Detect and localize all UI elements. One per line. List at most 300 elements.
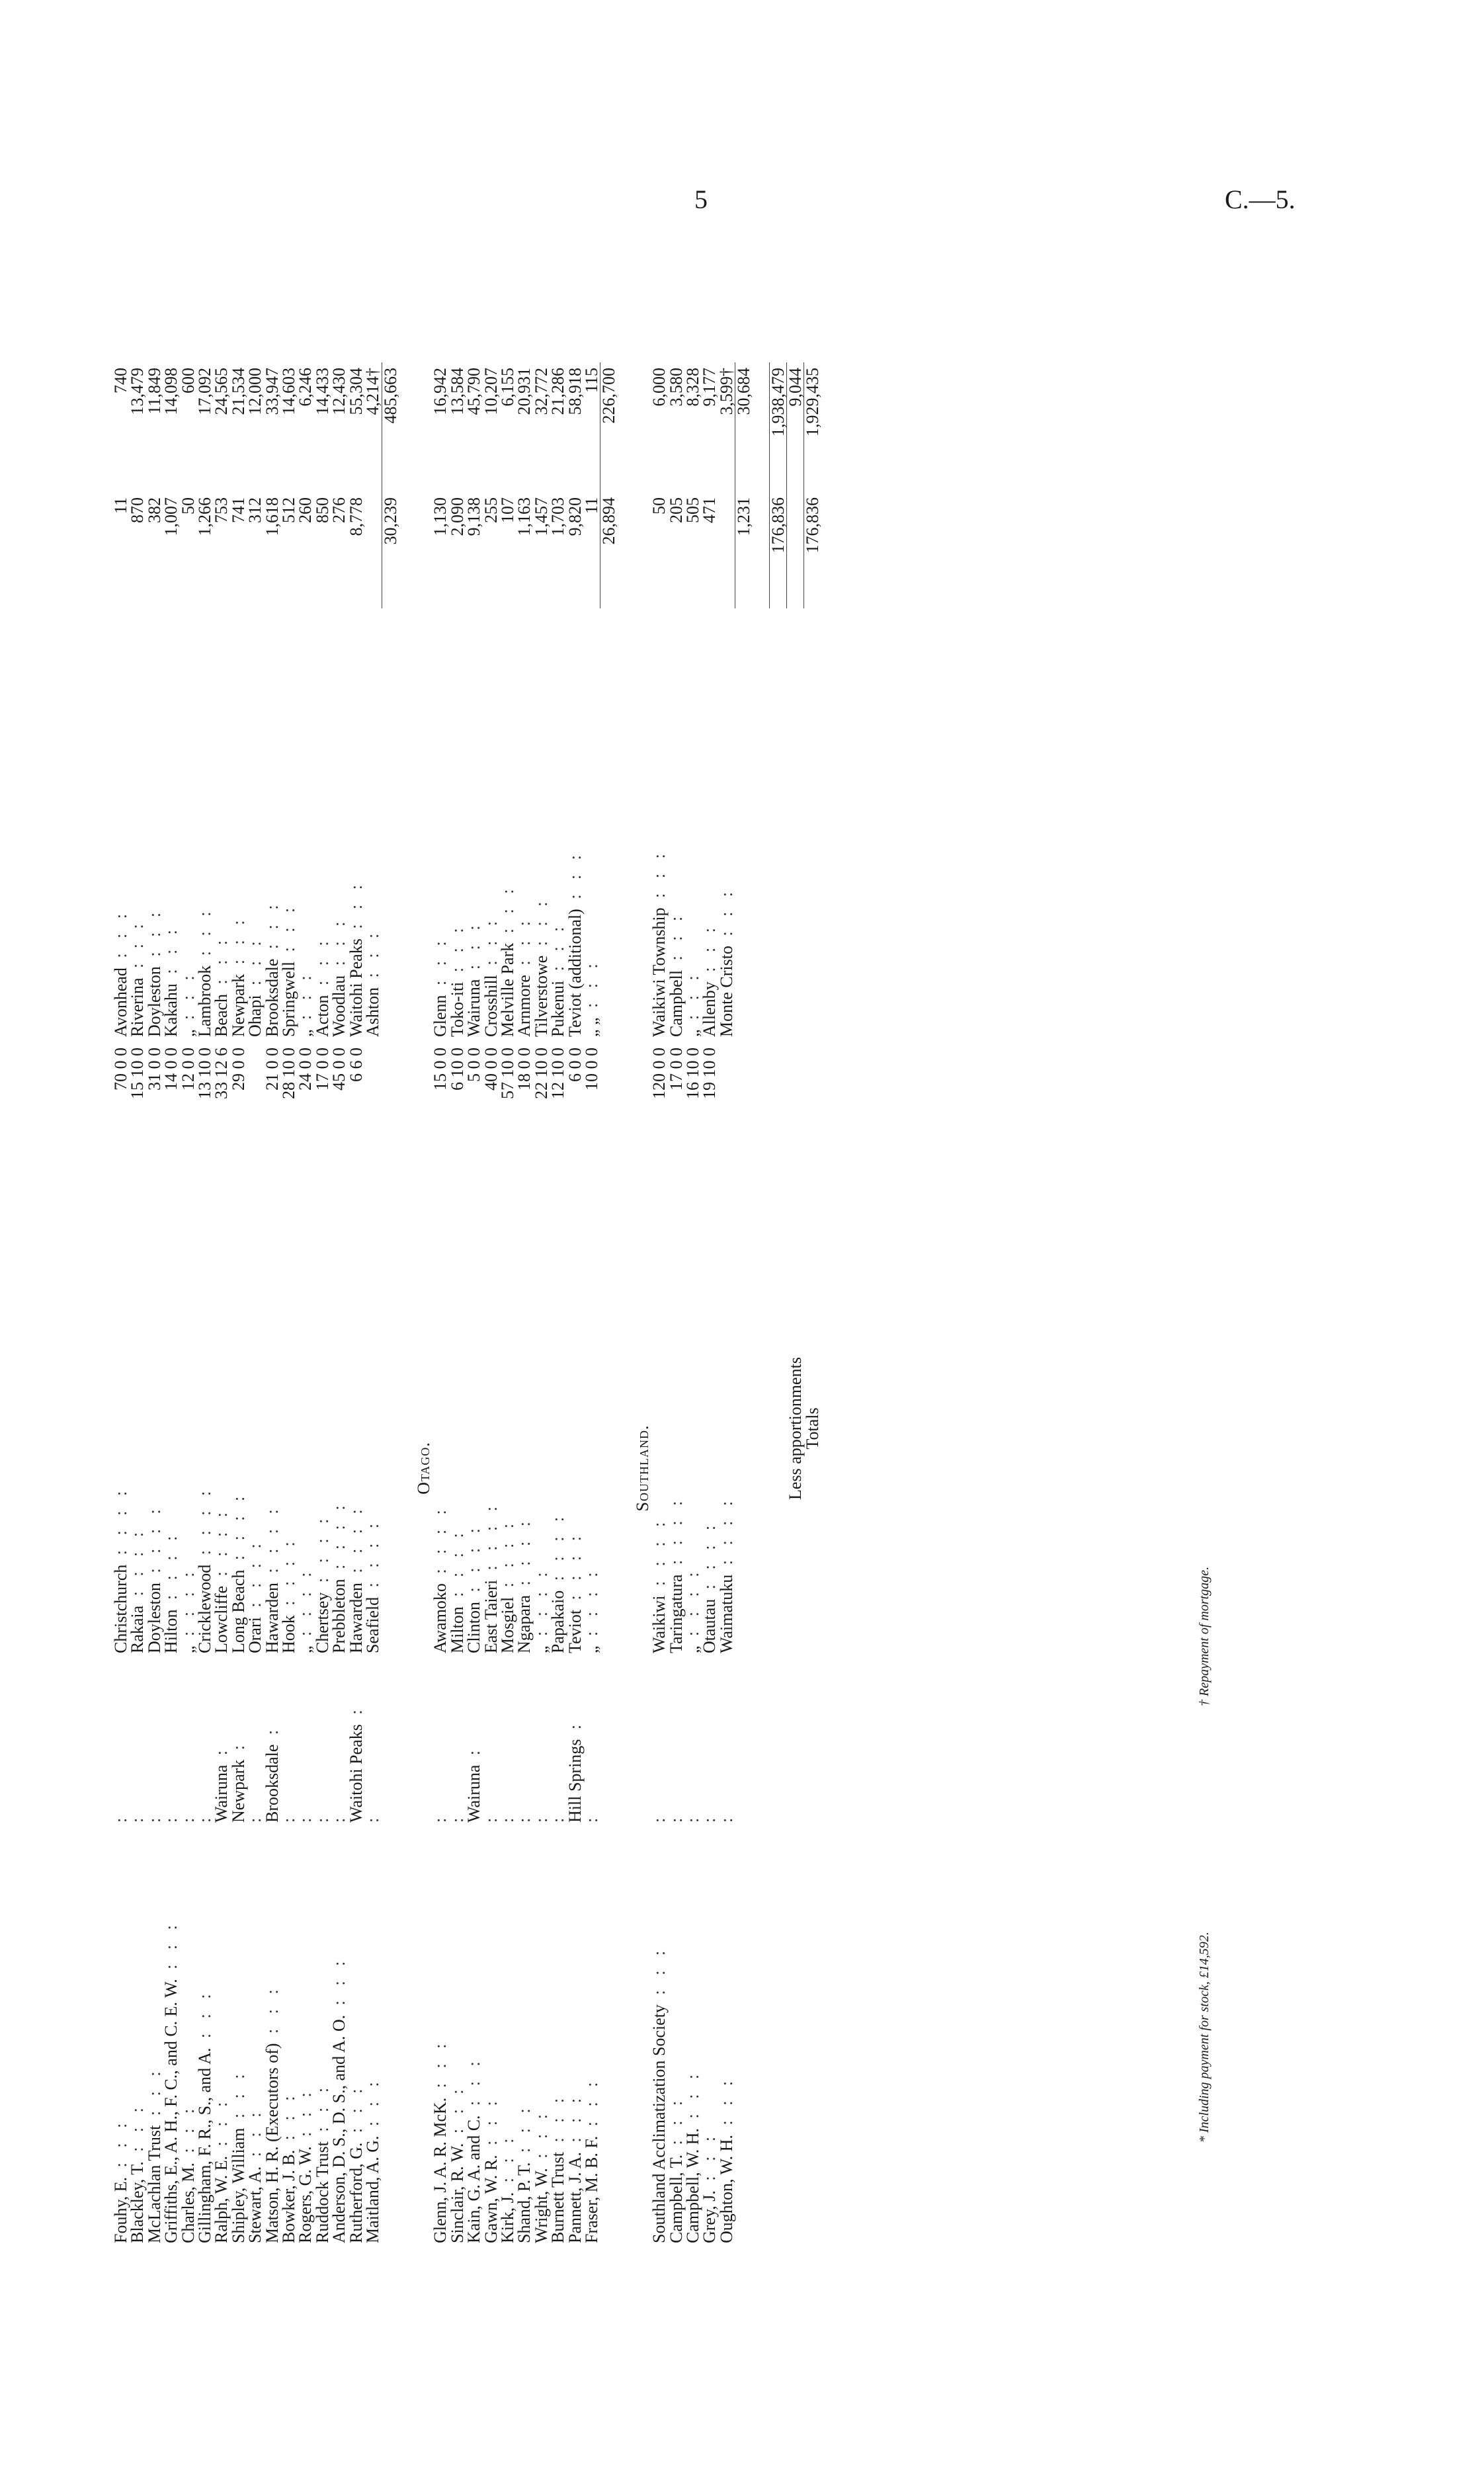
locality [432,1659,448,1828]
owner-name [684,1828,701,2249]
owner-name-text: Fouhy, E. [111,2176,130,2243]
table-row [196,362,213,2249]
district-text: Hawarden [346,1583,366,1653]
leader-dots: : : : : [649,1516,669,1596]
estate-name-text: Allenby [700,981,720,1037]
total-value [583,362,600,492]
locality [499,1659,516,1828]
price-per-acre [432,1042,448,1278]
total-value-text: 13,479 [128,368,147,415]
district-text: Taringatura [666,1574,686,1653]
leader-dots: : : : : [312,1513,332,1592]
area-acres [499,492,516,608]
area-acres-text: 1,618 [262,497,282,536]
leader-dots: : : : [581,958,601,1018]
total-value [314,362,331,492]
owner-name-text: Gawn, W. R. [481,2155,501,2243]
locality [684,1659,701,1828]
district [432,1278,448,1659]
area-acres-text: 382 [144,497,164,523]
table-row [112,362,129,2249]
price-per-acre-text: 22 10 0 [531,1048,551,1099]
total-value [533,362,550,492]
estate-name-text: Ohapi [245,995,265,1037]
district-text: Awamoko [431,1583,450,1653]
subtotal-area [382,492,399,608]
leader-dots: : [128,1812,147,1823]
locality [163,1659,179,1828]
estate-name-text: Doyleston [144,966,164,1037]
district-heading: Southland. [632,1424,652,1512]
leader-dots: : [262,1724,282,1745]
district [348,1278,364,1659]
district [668,1278,684,1659]
table-row [247,362,263,2249]
leader-dots: : : : [178,970,198,1030]
subtotal-label [382,608,399,2249]
estate-name-text: Toko-iti [447,981,467,1037]
leader-dots: : [548,1812,568,1823]
leader-dots: : [531,1812,551,1823]
leader-dots: : : : [447,923,467,982]
subtotal-row [787,362,804,2249]
district [280,1278,297,1659]
area-acres-text: 1,457 [531,497,551,536]
area-acres [196,492,213,608]
total-value-text: 32,772 [531,368,551,415]
leader-dots: : : : : [128,1526,147,1606]
leader-dots: : : : [716,2075,736,2135]
estate-name [213,608,229,1042]
area-acres [533,492,550,608]
table-row [516,362,532,2249]
area-acres-text: 2,090 [447,497,467,536]
estate-name [264,608,280,1042]
estate-name [163,608,179,1042]
locality [146,1659,163,1828]
leader-dots: : : : : [144,1504,164,1583]
price-per-acre-text: 17 0 0 [666,1048,686,1091]
area-acres [163,492,179,608]
price-per-acre [314,1042,331,1278]
owner-name-text: Burnett Trust [548,2152,568,2243]
locality [449,1659,466,1828]
price-per-acre-text: 10 0 0 [581,1048,601,1091]
document-code: C.—5. [1225,185,1296,214]
table-row [297,362,313,2249]
district [264,1278,280,1659]
leader-dots: : : : : [548,1511,568,1590]
district-text: „ [683,1645,702,1653]
total-value [163,362,179,492]
area-acres [516,492,532,608]
district-text: Lowcliffe [212,1585,231,1653]
leader-dots: : : : : [346,1504,366,1583]
leader-dots: : : : [228,915,248,974]
price-per-acre-text: 120 0 0 [649,1048,669,1099]
subtotal-value-text: 30,684 [734,368,754,415]
district [297,1278,313,1659]
price-per-acre-text: 13 10 0 [195,1048,215,1099]
estate-name-text: Teviot (additional) [565,909,585,1037]
total-value [550,362,566,492]
leader-dots: : [565,1719,585,1739]
owner-name [483,1828,499,2249]
area-acres [483,492,499,608]
area-acres-text: 50 [178,497,198,515]
area-acres-text: 753 [212,497,231,523]
subtotal-row [600,362,618,2249]
estate-name-text: Avonhead [111,968,130,1037]
area-acres [550,492,566,608]
price-per-acre [297,1042,313,1278]
subtotal-area-text: 176,836 [803,497,823,554]
leader-dots: : [346,1704,366,1725]
price-per-acre [684,1042,701,1278]
owner-name-text: Ralph, W. E. [212,2155,231,2243]
leader-dots: : : : [548,2092,568,2152]
leader-dots: : : : [716,886,736,946]
leader-dots: : : : [497,884,517,943]
area-acres-text: 1,007 [161,497,181,536]
price-per-acre [264,1042,280,1278]
district [213,1278,229,1659]
owner-name [264,1828,280,2249]
price-per-acre-text: 28 10 0 [279,1048,299,1099]
total-value-text: 600 [178,368,198,393]
owner-name [364,1828,382,2249]
total-value-text: 6,155 [497,368,517,407]
subtotal-area [735,492,753,608]
price-per-acre [651,1042,667,1278]
estate-name [583,608,600,1042]
price-per-acre [449,1042,466,1278]
district [483,1278,499,1659]
price-per-acre-text: 17 0 0 [312,1048,332,1091]
subtotal-value [769,362,786,492]
district [314,1278,331,1659]
subtotal-row [382,362,399,2249]
leader-dots: : : : [279,902,299,962]
price-per-acre-text: 6 6 0 [346,1048,366,1082]
estate-name-text: Riverina [128,977,147,1037]
owner-name-text: Charles, M. [178,2162,198,2243]
estate-name [112,608,129,1042]
total-value [297,362,313,492]
total-value [180,362,196,492]
district-text: Papakaio [548,1590,568,1653]
total-value [466,362,482,492]
total-value-text: 3,599† [716,368,736,415]
owner-name-text: Matson, H. R. (Executors of) [262,2043,282,2243]
district-text: „ [178,1645,198,1653]
leader-dots: : [144,1812,164,1823]
leader-dots: : : : : [565,1531,585,1610]
subtotal-value [382,362,399,492]
locality [516,1659,532,1828]
total-value-text: 6,000 [649,368,669,407]
total-value [668,362,684,492]
owner-name [230,1828,247,2249]
leader-dots: : [245,1812,265,1823]
leader-dots: : : : [666,911,686,970]
leader-dots: : : : : [431,1505,450,1584]
owner-name [331,1828,347,2249]
owner-name-text: Glenn, J. A. R. McK. [431,2097,450,2243]
owner-name [180,1828,196,2249]
owner-name [718,1828,735,2249]
leader-dots: : : : [431,936,450,995]
district [651,1278,667,1659]
total-value-text: 9,177 [700,368,720,407]
estate-name [449,608,466,1042]
owner-name-text: Fraser, M. B. F. [581,2135,601,2243]
estate-name [533,608,550,1042]
area-acres-text: 1,703 [548,497,568,536]
district [701,1278,718,1659]
estate-name [314,608,331,1042]
table-row [348,362,364,2249]
total-value [567,362,583,492]
area-acres [432,492,448,608]
leader-dots: : : : [666,2095,686,2155]
area-acres-text: 870 [128,497,147,523]
owner-name-text: Oughton, W. H. [716,2135,736,2243]
price-per-acre [348,1042,364,1278]
district-text: Cricklewood [195,1564,215,1653]
locality-text: Waitohi Peaks [346,1724,366,1823]
table-row [364,362,382,2249]
total-value-text: 55,304 [346,368,366,415]
subtotal-row [769,362,786,2249]
subtotal-label [735,608,753,2249]
estate-name-text: Kakahu [161,983,181,1037]
locality [314,1659,331,1828]
price-per-acre-text: 19 10 0 [700,1048,720,1099]
total-value [112,362,129,492]
leader-dots: : : : [262,899,282,959]
spacer-row [753,362,770,2249]
subtotal-area [804,492,821,608]
price-per-acre-text: 40 0 0 [481,1048,501,1091]
area-acres [567,492,583,608]
district [196,1278,213,1659]
table-row [718,362,735,2249]
leader-dots: : : : : [700,1520,720,1599]
leader-dots: : : : : [262,1504,282,1583]
rotated-table-region [112,265,1263,2249]
district-text: Prebbleton [329,1579,349,1653]
district-text: Milton [447,1606,467,1653]
leader-dots: : [464,1745,484,1765]
district [112,1278,129,1659]
price-per-acre [668,1042,684,1278]
leader-dots: : : : [649,848,669,908]
subtotal-area-text: 30,239 [380,497,400,545]
district-text: Orari [245,1617,265,1653]
table-row [684,362,701,2249]
leader-dots: : : : [279,2090,299,2150]
leader-dots: : : : [481,915,501,975]
district-text: Christchurch [111,1564,130,1653]
estate-name [331,608,347,1042]
price-per-acre [550,1042,566,1278]
total-value-text: 4,214† [363,368,383,415]
leader-dots: : : : [346,2083,366,2143]
district-text: Long Beach [228,1569,248,1653]
price-per-acre [196,1042,213,1278]
total-value-text: 33,947 [262,368,282,415]
leader-dots: : : : [565,849,585,909]
leader-dots: : : : : [481,1501,501,1580]
subtotal-value-text: 9,044 [786,368,805,407]
leader-dots: : [178,1812,198,1823]
leader-dots: : : : [144,907,164,967]
leader-dots: : : : [548,921,568,981]
subtotal-label [769,608,786,2249]
owner-name [297,1828,313,2249]
page-number: 5 [694,185,708,214]
total-value [516,362,532,492]
leader-dots: : : : [212,934,231,995]
leader-dots: : : : [212,2096,231,2156]
leader-dots: : [161,1812,181,1823]
leader-dots: : : : [262,1984,282,2043]
area-acres [466,492,482,608]
leader-dots: : : : [111,908,130,968]
price-per-acre-text: 57 10 0 [497,1048,517,1099]
leader-dots: : : : [346,880,366,939]
owner-name-text: Rogers, G. W. [296,2146,315,2243]
owner-name-text: Bowker, J. B. [279,2149,299,2243]
owner-name-text: Stewart, A. [245,2166,265,2243]
locality [196,1659,213,1828]
area-acres [651,492,667,608]
price-per-acre [466,1042,482,1278]
owner-name-text: Kirk, J. [497,2192,517,2243]
leader-dots: : : : [581,2077,601,2136]
leader-dots: : [447,1812,467,1823]
table-row [314,362,331,2249]
price-per-acre-text: 24 0 0 [296,1048,315,1091]
leader-dots: : : : : [111,1485,130,1565]
price-per-acre [129,1042,145,1278]
leader-dots: : : : [431,2038,450,2098]
price-per-acre-text: 45 0 0 [329,1048,349,1091]
total-value-text: 24,565 [212,368,231,415]
table-row [146,362,163,2249]
estate-name [668,608,684,1042]
leader-dots: : : : [144,2066,164,2125]
table-row [180,362,196,2249]
leader-dots: : : : [245,2107,265,2166]
subtotal-label: Totals [802,1407,822,1450]
total-value [230,362,247,492]
estate-name [146,608,163,1042]
leader-dots: : [666,1812,686,1823]
leader-dots: : : : [700,2131,720,2191]
district-text: Chertsey [312,1592,332,1653]
owner-name [314,1828,331,2249]
owner-name [163,1828,179,2249]
owner-name [499,1828,516,2249]
owner-name-text: Kain, G. A. and C. [464,2115,484,2243]
owner-name-text: Pannett, J. A. [565,2152,585,2243]
subtotal-value [600,362,618,492]
district [684,1278,701,1659]
area-acres [129,492,145,608]
estate-name-text: Springwell [279,961,299,1037]
area-acres-text: 850 [312,497,332,523]
estate-name [550,608,566,1042]
district [163,1278,179,1659]
subtotal-area-text: 1,231 [734,497,754,536]
locality-text: Hill Springs [565,1739,585,1823]
total-value-text: 12,000 [245,368,265,415]
price-per-acre [146,1042,163,1278]
total-value [247,362,263,492]
price-per-acre [364,1042,382,1278]
total-value [364,362,382,492]
locality [230,1659,247,1828]
estate-name [129,608,145,1042]
leader-dots: : [212,1745,231,1765]
subtotal-area [600,492,618,608]
price-per-acre [331,1042,347,1278]
leader-dots: : : : : [447,1528,467,1607]
total-value [718,362,735,492]
area-acres [146,492,163,608]
district-text: Waimatuku [716,1574,736,1653]
locality [583,1659,600,1828]
total-value [449,362,466,492]
table-row [432,362,448,2249]
subtotal-area-text: 26,894 [599,497,619,545]
total-value [651,362,667,492]
leader-dots: : : : : [228,1491,248,1570]
price-per-acre [163,1042,179,1278]
district [364,1278,382,1659]
owner-name-text: Campbell, W. H. [683,2127,702,2243]
total-value-text: 6,246 [296,368,315,407]
district-text: Hook [279,1615,299,1653]
estate-name [499,608,516,1042]
estate-name [651,608,667,1042]
leader-dots: : : : [195,1989,215,2048]
leader-dots: : : : : [497,1518,517,1597]
owner-name [146,1828,163,2249]
total-value [684,362,701,492]
price-per-acre-text: 15 10 0 [128,1048,147,1099]
estate-name [364,608,382,1042]
locality [129,1659,145,1828]
owner-name [213,1828,229,2249]
total-value [196,362,213,492]
locality [331,1659,347,1828]
estate-name-text: Waitohi Peaks [346,938,366,1037]
leader-dots: : : : : [195,1485,215,1565]
area-acres-text: 107 [497,497,517,523]
leader-dots: : [329,1812,349,1823]
locality [364,1659,382,1828]
price-per-acre-text: 6 10 0 [447,1048,467,1091]
total-value [213,362,229,492]
estate-name [230,608,247,1042]
total-value-text: 14,098 [161,368,181,415]
area-acres [348,492,364,608]
estate-name-text: Lambrook [195,965,215,1037]
leader-dots: : [515,1812,534,1823]
